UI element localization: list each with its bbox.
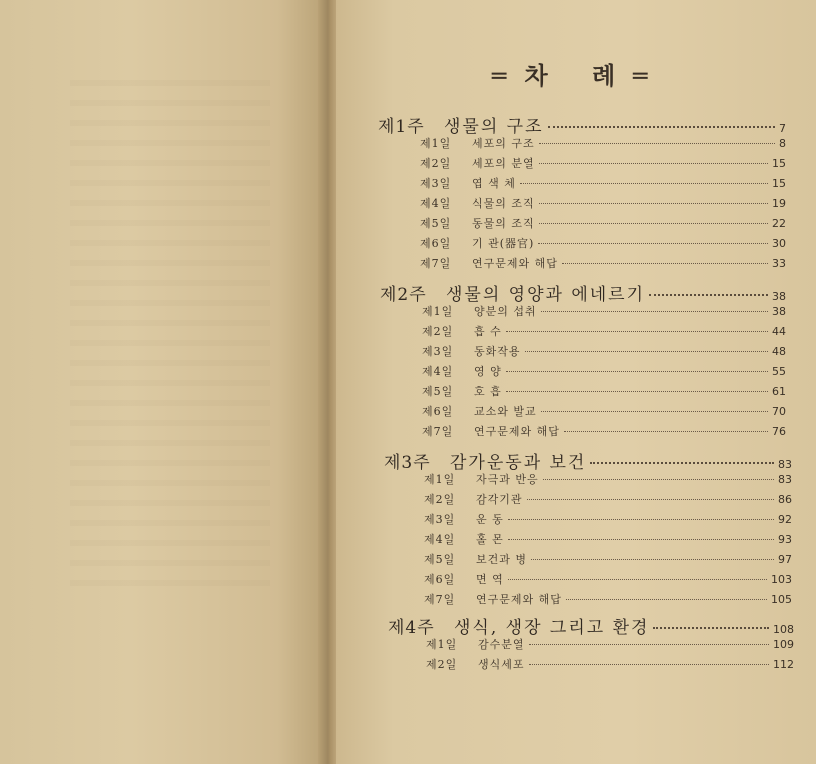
day-number: 제1일 [422, 305, 454, 318]
page-number: 15 [772, 177, 786, 190]
day-title: 보건과 병 [476, 553, 528, 566]
dot-leader [543, 479, 774, 480]
day-title: 흡 수 [474, 325, 502, 338]
day-number: 제6일 [420, 237, 452, 250]
day-number: 제1일 [424, 473, 456, 486]
toc-day [422, 383, 786, 401]
page-number: 30 [772, 237, 786, 250]
day-title: 감각기관 [476, 493, 523, 506]
day-number: 제4일 [422, 365, 454, 378]
dot-leader [539, 143, 775, 144]
day-number: 제2일 [422, 325, 454, 338]
page-number: 44 [772, 325, 786, 338]
day-title: 생식세포 [478, 658, 525, 671]
toc-day [420, 255, 786, 273]
day-number: 제1일 [420, 137, 452, 150]
page-number: 33 [772, 257, 786, 270]
day-number: 제6일 [424, 573, 456, 586]
dot-leader [566, 599, 767, 600]
dot-leader [539, 163, 768, 164]
day-title: 연구문제와 해답 [472, 257, 558, 270]
day-title: 기 관(器官) [472, 237, 535, 250]
page-number: 86 [778, 493, 792, 506]
dot-leader [539, 223, 768, 224]
day-number: 제4일 [420, 197, 452, 210]
toc-week [380, 280, 786, 305]
week-title: 생물의 영양과 에네르기 [446, 285, 646, 305]
page-number: 70 [772, 405, 786, 418]
day-title: 교소와 발교 [474, 405, 537, 418]
dot-leader [508, 579, 767, 580]
dot-leader [531, 559, 774, 560]
toc-day [420, 235, 786, 253]
day-number: 제5일 [424, 553, 456, 566]
left-page [0, 0, 326, 764]
day-title: 영 양 [474, 365, 502, 378]
page-number: 92 [778, 513, 792, 526]
page-number: 38 [772, 305, 786, 318]
toc-day [424, 551, 792, 569]
toc-title: ═차 례═ [492, 60, 666, 90]
day-title: 면 역 [476, 573, 504, 586]
day-number: 제6일 [422, 405, 454, 418]
dot-leader [548, 126, 775, 128]
day-title: 양분의 섭취 [474, 305, 537, 318]
day-title: 세포의 분열 [472, 157, 535, 170]
dot-leader [562, 263, 768, 264]
page-number: 93 [778, 533, 792, 546]
day-title: 세포의 구조 [472, 137, 535, 150]
dot-leader [529, 644, 769, 645]
day-number: 제5일 [422, 385, 454, 398]
day-number: 제7일 [420, 257, 452, 270]
toc-day [422, 343, 786, 361]
toc-week [384, 448, 792, 473]
day-number: 제3일 [422, 345, 454, 358]
day-number: 제2일 [424, 493, 456, 506]
week-title: 감가운동과 보건 [450, 453, 587, 473]
week-title: 생물의 구조 [444, 117, 544, 137]
day-title: 연구문제와 해답 [476, 593, 562, 606]
page-number: 48 [772, 345, 786, 358]
toc-week [378, 112, 786, 137]
dot-leader [538, 243, 768, 244]
day-title: 감수분열 [478, 638, 525, 651]
day-title: 동물의 조직 [472, 217, 535, 230]
day-title: 연구문제와 해답 [474, 425, 560, 438]
week-title: 생식, 생장 그리고 환경 [454, 618, 650, 638]
day-number: 제5일 [420, 217, 452, 230]
dot-leader [653, 627, 769, 629]
day-number: 제7일 [424, 593, 456, 606]
dot-leader [506, 391, 768, 392]
dot-leader [506, 371, 768, 372]
page-number: 105 [771, 593, 792, 606]
page-number: 76 [772, 425, 786, 438]
week-number: 제4주 [388, 618, 435, 638]
dot-leader [508, 539, 774, 540]
dot-leader [564, 431, 768, 432]
page-number: 112 [773, 658, 794, 671]
page-number: 22 [772, 217, 786, 230]
toc-day [422, 323, 786, 341]
day-number: 제7일 [422, 425, 454, 438]
page-number: 15 [772, 157, 786, 170]
page-number: 19 [772, 197, 786, 210]
week-number: 제1주 [378, 117, 425, 137]
page-number: 38 [772, 290, 786, 303]
toc-day [426, 636, 794, 654]
dot-leader [506, 331, 768, 332]
page-number: 103 [771, 573, 792, 586]
toc-week [388, 613, 794, 638]
dot-leader [525, 351, 768, 352]
page-number: 83 [778, 458, 792, 471]
toc-day [422, 303, 786, 321]
dot-leader [508, 519, 774, 520]
day-title: 자극과 반응 [476, 473, 539, 486]
page-number: 7 [779, 122, 786, 135]
dot-leader [649, 294, 768, 296]
toc-day [422, 363, 786, 381]
page-number: 97 [778, 553, 792, 566]
toc-day [424, 531, 792, 549]
toc-day [420, 175, 786, 193]
page-number: 8 [779, 137, 786, 150]
toc-day [422, 403, 786, 421]
toc-day [424, 591, 792, 609]
day-number: 제4일 [424, 533, 456, 546]
page-number: 61 [772, 385, 786, 398]
page-number: 108 [773, 623, 794, 636]
day-number: 제2일 [420, 157, 452, 170]
day-number: 제1일 [426, 638, 458, 651]
dot-leader [529, 664, 769, 665]
week-number: 제2주 [380, 285, 427, 305]
toc-day [422, 423, 786, 441]
dot-leader [541, 411, 768, 412]
toc-day [424, 571, 792, 589]
page-number: 109 [773, 638, 794, 651]
dot-leader [539, 203, 768, 204]
toc-day [426, 656, 794, 674]
day-title: 동화작용 [474, 345, 521, 358]
toc-day [420, 155, 786, 173]
day-number: 제3일 [424, 513, 456, 526]
toc-day [424, 491, 792, 509]
day-title: 운 동 [476, 513, 504, 526]
day-title: 호 흡 [474, 385, 502, 398]
toc-day [420, 195, 786, 213]
dot-leader [527, 499, 774, 500]
day-title: 식물의 조직 [472, 197, 535, 210]
toc-day [424, 471, 792, 489]
dot-leader [520, 183, 768, 184]
week-number: 제3주 [384, 453, 431, 473]
day-number: 제3일 [420, 177, 452, 190]
page-number: 55 [772, 365, 786, 378]
toc-day [420, 215, 786, 233]
dot-leader [541, 311, 768, 312]
dot-leader [590, 462, 774, 464]
day-number: 제2일 [426, 658, 458, 671]
day-title: 엽 색 체 [472, 177, 516, 190]
show-through-text [70, 80, 270, 600]
toc-day [420, 135, 786, 153]
toc-day [424, 511, 792, 529]
day-title: 홀 몬 [476, 533, 504, 546]
page-number: 83 [778, 473, 792, 486]
